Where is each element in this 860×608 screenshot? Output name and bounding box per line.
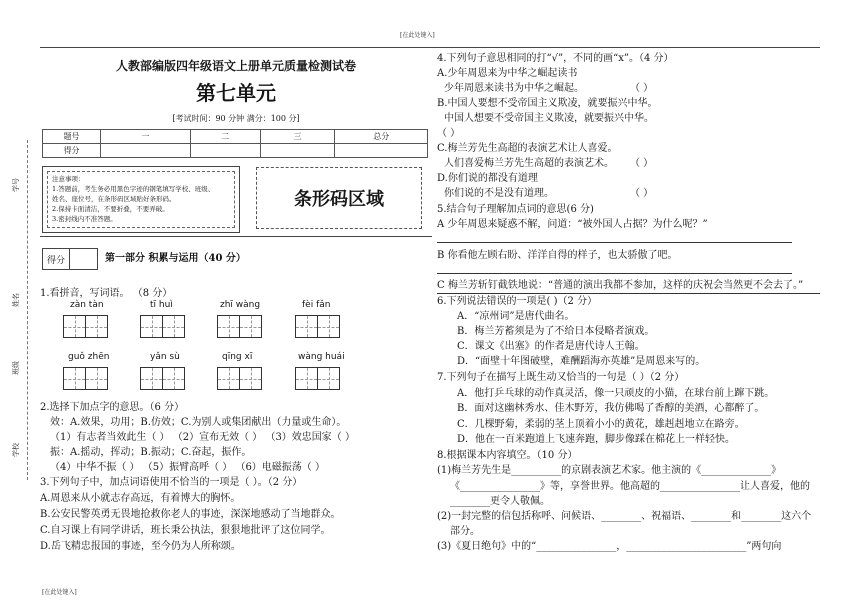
q4-blank: （ ） [437, 128, 461, 139]
grid-cell [239, 367, 262, 390]
q8-line: ________更令人敬佩。 [450, 496, 550, 507]
notes-line: 姓名、座位号，在条形码区域贴好条形码。 [52, 195, 176, 203]
q5-title: 5.结合句子理解加点词的意思(6 分) [437, 204, 594, 215]
q7-option: D．他在一百米跑道上飞速奔跑，脚步像踩在棉花上一样轻快。 [457, 434, 736, 445]
q3-title: 3.下列句子中，加点词语使用不恰当的一项是（ ）。（2 分） [40, 477, 303, 488]
class-label: 班级 [12, 361, 20, 375]
score-table-header-row [43, 130, 428, 144]
score-table-row [43, 144, 428, 158]
q4-line: 中国人想要不受帝国主义欺凌，就要振兴中华。 [444, 113, 654, 124]
grid-cell [217, 367, 240, 390]
writing-grid [63, 315, 109, 338]
q2-line: （4）中华不振（ ） （5）振臂高呼（ ） （6）电磁振荡（ ） [50, 462, 325, 473]
answer-line [437, 242, 792, 243]
score-table-header: 三 [260, 130, 335, 144]
score-cell [335, 144, 428, 158]
time-info: [考试时间：90 分钟 满分：100 分] [172, 114, 300, 123]
q8-line: 《________________》等，享誉世界。他高超的________________让人喜爱，他的 [450, 481, 810, 492]
pinyin: wàng huái [298, 352, 345, 362]
score-cell [190, 144, 260, 158]
q8-line: (1)梅兰芳先生是__________的京剧表演艺术家。他主演的《______________》 [437, 465, 782, 476]
score-cell [260, 144, 335, 158]
exam-title: 人教部编版四年级语文上册单元质量检测试卷 [115, 59, 356, 73]
q2-title: 2.选择下加点字的意思。（6 分） [40, 402, 185, 413]
q8-line: (3)《夏日绝句》中的“________________，________________________”两句向 [437, 541, 782, 552]
q8-title: 8.根据课本内容填空。（10 分） [437, 450, 578, 461]
q8-line: (2)一封完整的信包括称呼、问候语、________、祝福语、________和________这六个 [437, 511, 812, 522]
score-row-label: 得分 [43, 144, 101, 158]
q8-line: 部分。 [450, 526, 480, 537]
grid-cell [317, 315, 340, 338]
pinyin: zàn tàn [70, 300, 104, 310]
unit-title: 第七单元 [196, 81, 276, 105]
q6-option: C．课文《出塞》的作者是唐代诗人王翰。 [457, 341, 645, 352]
score-table-header: 一 [101, 130, 191, 144]
grid-cell [63, 367, 86, 390]
grid-cell [140, 315, 163, 338]
q7-option: B．面对这幽林秀水、佳木野芳，我仿佛喝了香醇的美酒，心都醉了。 [457, 403, 765, 414]
grid-cell [63, 315, 86, 338]
grid-cell [217, 315, 240, 338]
pinyin: guǒ zhēn [68, 352, 110, 362]
seal-line [27, 140, 28, 480]
q4-blank: （ ） [630, 188, 654, 199]
score-table-header: 二 [190, 130, 260, 144]
name-label: 姓名 [12, 293, 20, 307]
q3-option: B.公安民警英勇无畏地抢救你老人的事迹，深深地感动了当地群众。 [40, 509, 341, 520]
part1-title: 第一部分 积累与运用（40 分） [105, 253, 246, 264]
grid-cell [295, 367, 318, 390]
q6-title: 6.下列说法错误的一项是( )（2 分） [437, 296, 598, 307]
q5-item: B 你看他左顾右盼、洋洋自得的样子，也太骄傲了吧。 [437, 250, 678, 261]
q2-line: （1）有志者当效此生（ ） （2）宣布无效（ ） （3）效忠国家（ ） [50, 432, 355, 443]
q5-item: C 梅兰芳斩钉截铁地说：“普通的演出我都不参加，这样的庆祝会当然更不会去了。” [437, 280, 804, 291]
writing-grid [140, 367, 186, 390]
section-rule [40, 236, 432, 237]
q3-option: A.周恩来从小就志存高远，有着博大的胸怀。 [40, 493, 241, 504]
writing-grid [217, 315, 263, 338]
pinyin: tī huì [150, 300, 173, 310]
school-label: 学校 [12, 443, 20, 457]
q4-line: D.你们说的都没有道理 [437, 173, 538, 184]
grid-cell [140, 367, 163, 390]
q7-title: 7.下列句子在描写上既生动又恰当的一句是（ ）（2 分） [437, 372, 685, 383]
q4-title: 4.下列句子意思相同的打“√”，不同的画“x”。（4 分） [437, 53, 674, 64]
notes-title: 注意事项： [52, 175, 85, 183]
writing-grid [63, 367, 109, 390]
score-table [42, 129, 428, 158]
part1-score-box [42, 248, 98, 270]
q3-option: D.岳飞精忠报国的事迹，至今仍为人所称颂。 [40, 541, 241, 552]
notes-line: 1.答题前，考生务必用黑色字迹的钢笔填写学校、班级、 [52, 185, 215, 193]
q4-line: 少年周恩来读书为中华之崛起。 [444, 83, 584, 94]
writing-grid [140, 315, 186, 338]
score-box-divider [69, 249, 70, 269]
q4-line: A.少年周恩来为中华之崛起读书 [437, 68, 578, 79]
q1-title: 1.看拼音，写词语。 （8 分） [40, 288, 173, 299]
q7-option: C．几棵野菊，柔弱的茎上顶着小小的黄花，雄赳赳地立在路旁。 [457, 419, 745, 430]
notes-line: 2.保持卡面清洁，不要折叠，不要弄破。 [52, 205, 169, 213]
q4-line: 人们喜爱梅兰芳先生高超的表演艺术。 [444, 158, 614, 169]
grid-cell [162, 315, 185, 338]
notes-line: 3.密封线内不准答题。 [52, 215, 117, 223]
pinyin: fèi fǎn [302, 300, 331, 310]
footer-note: [在此处键入] [42, 589, 77, 596]
writing-grid [295, 367, 341, 390]
grid-cell [85, 367, 108, 390]
q6-option: A．“凉州词”是唐代曲名。 [457, 311, 575, 322]
q3-option: C.自习课上有同学讲话，班长秉公执法，狠狠地批评了这位同学。 [40, 525, 331, 536]
student-id-label: 学号 [12, 178, 20, 192]
q2-line: 效：A.效果，功用；B.仿效；C.为别人或集团献出（力量或生命）。 [50, 417, 347, 428]
q2-line: 振：A.摇动，挥动；B.振动；C.奋起，振作。 [50, 447, 252, 458]
pinyin: zhī wàng [220, 300, 261, 310]
answer-line [437, 273, 792, 274]
q4-blank: （ ） [630, 158, 654, 169]
score-table-header: 题号 [43, 130, 101, 144]
answer-line [437, 293, 820, 294]
notes-box [42, 166, 240, 233]
q4-line: 你们说的不是没有道理。 [444, 188, 554, 199]
q7-option: A．他打乒乓球的动作真灵活，像一只顽皮的小猫，在球台前上蹿下跳。 [457, 388, 775, 399]
score-cell [101, 144, 191, 158]
grid-cell [295, 315, 318, 338]
score-table-header: 总分 [335, 130, 428, 144]
writing-grid [295, 315, 341, 338]
q6-option: D．“面壁十年图破壁，难酬蹈海亦英雄”是周恩来写的。 [457, 356, 706, 367]
q6-option: B．梅兰芳蓄须是为了不给日本侵略者演戏。 [457, 326, 655, 337]
barcode-area: 条形码区域 [256, 167, 422, 229]
part1-score-label: 得分 [47, 256, 66, 266]
q5-item: A 少年周恩来疑惑不解，问道：“被外国人占据？为什么呢？” [437, 219, 708, 230]
pinyin: yǎn sù [150, 352, 180, 362]
grid-cell [317, 367, 340, 390]
grid-cell [239, 315, 262, 338]
q4-line: C.梅兰芳先生高超的表演艺术让人喜爱。 [437, 143, 618, 154]
grid-cell [85, 315, 108, 338]
pinyin: qīng xī [222, 352, 253, 362]
grid-cell [162, 367, 185, 390]
notes-inner [47, 171, 235, 228]
q4-line: B.中国人要想不受帝国主义欺凌，就要振兴中华。 [437, 98, 658, 109]
writing-grid [217, 367, 263, 390]
q4-blank: （ ） [630, 83, 654, 94]
header-note: [在此处键入] [400, 32, 435, 39]
top-rule [40, 47, 820, 48]
